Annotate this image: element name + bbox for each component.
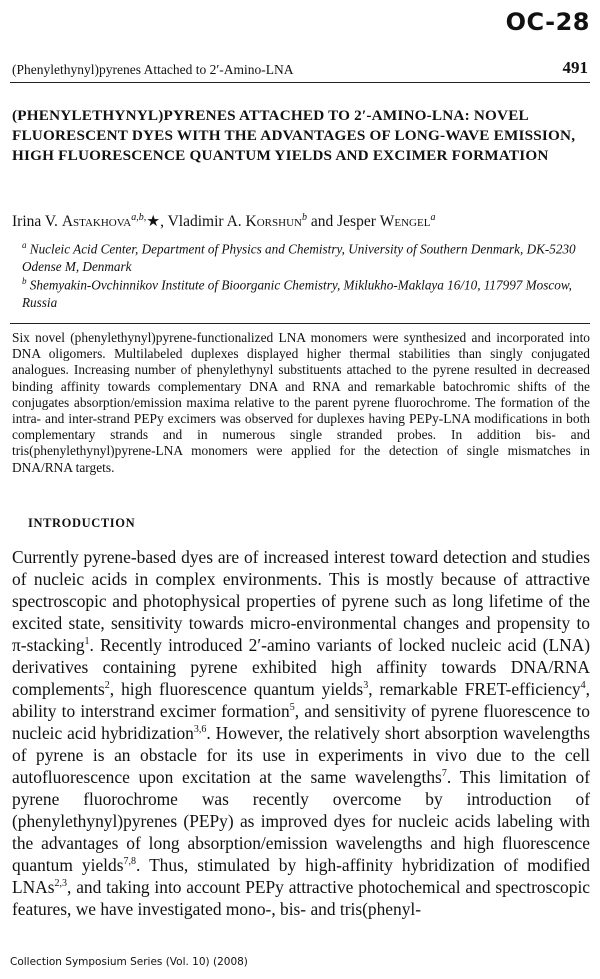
citation-ref: 7 [441,768,447,780]
citation-ref: 3 [363,680,369,692]
citation-ref: 2,3 [54,878,68,890]
citation-ref: 1 [84,636,90,648]
header-rule [10,82,590,83]
author: Jesper Wengel$^a$ [337,212,436,231]
text-run: . This limitation of pyrene fluorochrome was recently overcome by introduction of (phenylethynyl)pyrenes (PEPy) as improved dyes for nucleic acids labeling with the advantages of long absorption/emission wavelengths and high fluorescence quantum yields [12,767,590,875]
text-run: Currently pyrene-based dyes are of increased interest toward detection and studies of nucleic acids in complex environments. This is mostly because of attractive spectroscopic and photophysical properties of pyrene such as long lifetime of the excited state, sensitivity towards micro-environmental changes and propensity to π-stacking [12,547,590,655]
text-run: . Thus, stimulated by high-affinity hybridization of modified LNAs [12,855,590,897]
affiliation: $^b$ Shemyakin-Ovchinnikov Institute of Bioorganic Chemistry, Miklukho-Maklaya 16/10, 117997 Moscow, Russia [22,276,572,311]
citation-ref: 5 [289,702,295,714]
author-list [12,212,435,231]
citation-ref: 4 [580,680,586,692]
paper-code: OC-28 [505,8,590,36]
corresponding-author-star: ★ [146,213,161,231]
text-run: , and taking into account PEPy attractive photochemical and spectroscopic features, we have investigated mono-, bis- and tris(phenyl- [12,877,590,919]
page-number: 491 [562,58,588,77]
introduction-text [12,546,590,920]
text-run: . However, the relatively short absorption wavelengths of pyrene is an obstacle for its use in experiments in vivo due to the cell autofluorescence upon excitation at the same wavelengths [12,723,590,787]
running-title: (Phenylethynyl)pyrenes Attached to 2′-Amino-LNA [12,62,294,77]
citation-ref: 7,8 [123,856,136,868]
text-run: , and sensitivity of pyrene fluorescence to nucleic acid hybridization [12,701,590,743]
section-heading: INTRODUCTION [28,516,136,530]
citation-ref: 2 [104,680,110,692]
footer-series: Collection Symposium Series (Vol. 10) (2008) [10,956,248,968]
text-run: , ability to interstrand excimer formation [12,679,590,721]
paper-title: (PHENYLETHYNYL)PYRENES ATTACHED TO 2′-AMINO-LNA: NOVEL FLUORESCENT DYES WITH THE ADVANTAGES OF LONG-WAVE EMISSION, HIGH FLUORESCENCE QUANTUM YIELDS AND EXCIMER FORMATION [12,107,576,164]
author: Vladimir A. Korshun$^b$ and [167,212,338,231]
text-run: , remarkable FRET-efficiency [368,679,581,699]
citation-ref: 3,6 [193,724,207,736]
abstract-rule [10,323,590,324]
text-run: . Recently introduced 2′-amino variants of locked nucleic acid (LNA) derivatives containing pyrene exhibited high affinity towards DNA/RNA complements [12,635,590,699]
text-run: , high fluorescence quantum yields [109,679,364,699]
affiliation: $^a$ Nucleic Acid Center, Department of Physics and Chemistry, University of Southern Denmark, DK-5230 Odense M, Denmark [22,240,576,275]
abstract: Six novel (phenylethynyl)pyrene-functionalized LNA monomers were synthesized and incorporated into DNA oligomers. Multilabeled duplexes displayed higher thermal stabilities than singly conjugated analogues. Increasing number of phenylethynyl substituents attached to the pyrene resulted in decreased binding affinity towards complementary DNA and RNA and remarkable batochromic shifts of the conjugates absorption/emission maxima relative to the parent pyrene fluorochrome. The formation of the intra- and inter-strand PEPy excimers was observed for duplexes having PEPy-LNA modifications in both complementary strands and in numerous single stranded probes. In addition bis- and tris(phenylethynyl)pyrene-LNA monomers were applied for the detection of single mismatches in DNA/RNA targets. [12,330,590,475]
author: Irina V. Astakhova$^{a,b,}$★, [12,212,168,231]
